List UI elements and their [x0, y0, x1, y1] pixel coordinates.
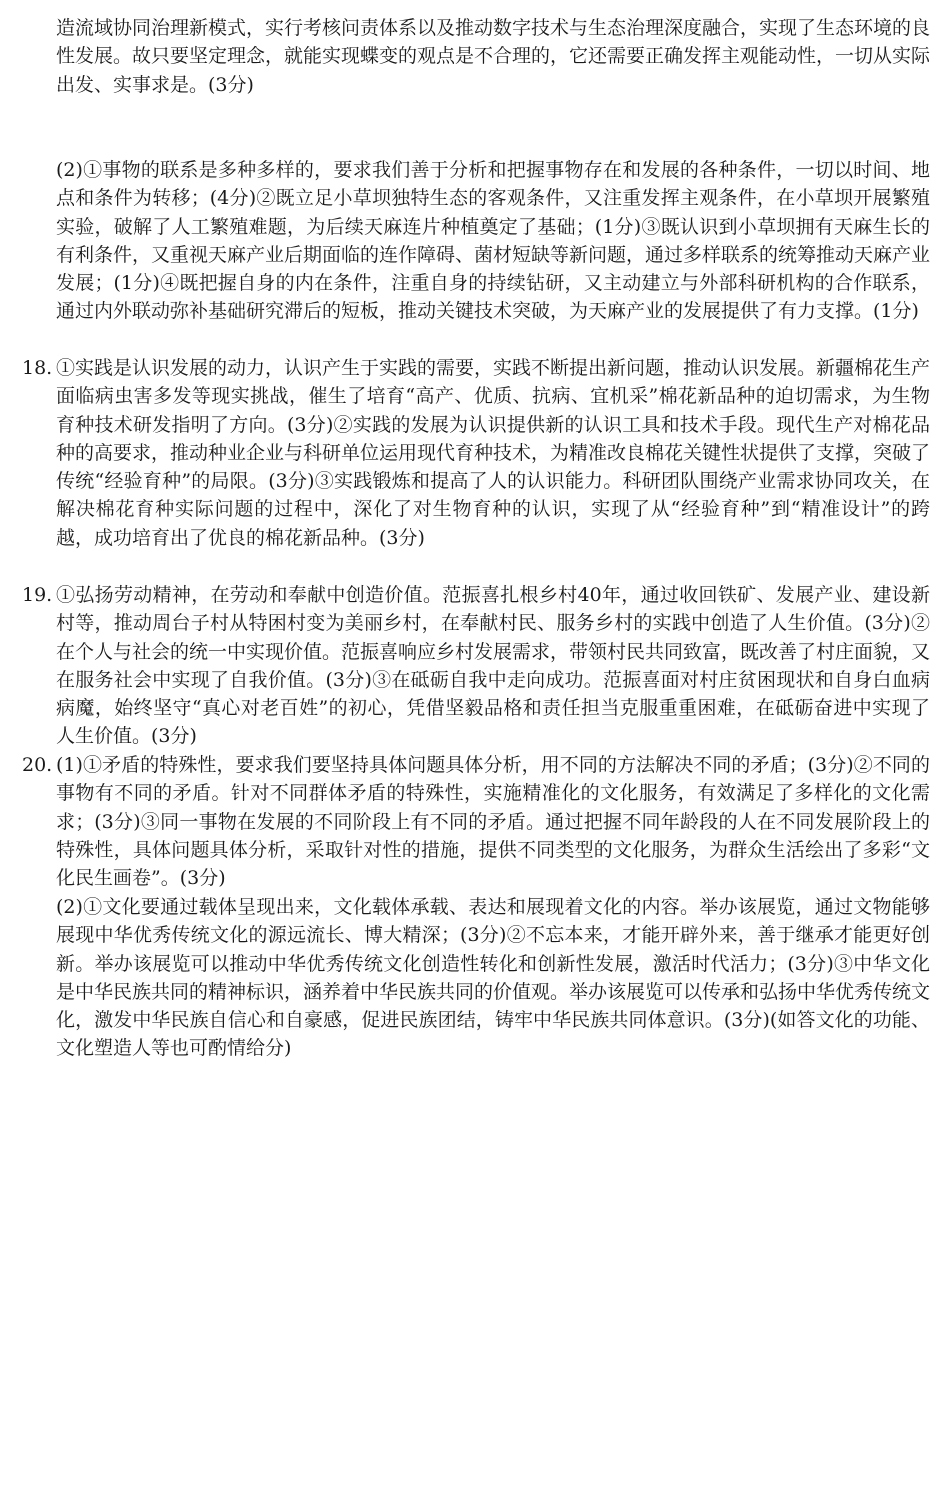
q17-part1-continuation: 造流域协同治理新模式，实行考核问责体系以及推动数字技术与生态治理深度融合，实现了生态环境的良性发展。故只要坚定理念，就能实现蝶变的观点是不合理的，它还需要正确发挥主观能动性，一切从实际出发、实事求是。(3分)	[56, 17, 931, 96]
q20-part1-answer	[22, 751, 930, 892]
q19-answer-text: ①弘扬劳动精神，在劳动和奉献中创造价值。范振喜扎根乡村40年，通过收回铁矿、发展产业、建设新村等，推动周台子村从特困村变为美丽乡村，在奉献村民、服务乡村的实践中创造了人生价值。(3分)②在个人与社会的统一中实现价值。范振喜响应乡村发展需求，带领村民共同致富，既改善了村庄面貌，又在服务社会中实现了自我价值。(3分)③在砥砺自我中走向成功。范振喜面对村庄贫困现状和自身白血病病魔，始终坚守“真心对老百姓”的初心，凭借坚毅品格和责任担当克服重重困难，在砥砺奋进中实现了人生价值。(3分)	[56, 584, 931, 748]
q20-part1-answer-text: (1)①矛盾的特殊性，要求我们要坚持具体问题具体分析，用不同的方法解决不同的矛盾；(3分)②不同的事物有不同的矛盾。针对不同群体矛盾的特殊性，实施精准化的文化服务，有效满足了多样化的文化需求；(3分)③同一事物在发展的不同阶段上有不同的矛盾。通过把握不同年龄段的人在不同发展阶段上的特殊性，具体问题具体分析，采取针对性的措施，提供不同类型的文化服务，为群众生活绘出了多彩“文化民生画卷”。(3分)	[56, 754, 930, 890]
q17-part2-answer: (2)①事物的联系是多种多样的，要求我们善于分析和把握事物存在和发展的各种条件，一切以时间、地点和条件为转移；(4分)②既立足小草坝独特生态的客观条件，又注重发挥主观条件，在小草坝开展繁殖实验，破解了人工繁殖难题，为后续天麻连片种植奠定了基础；(1分)③既认识到小草坝拥有天麻生长的有利条件，又重视天麻产业后期面临的连作障碍、菌材短缺等新问题，通过多样联系的统筹推动天麻产业发展；(1分)④既把握自身的内在条件，注重自身的持续钻研，又主动建立与外部科研机构的合作联系，通过内外联动弥补基础研究滞后的短板，推动关键技术突破，为天麻产业的发展提供了有力支撑。(1分)	[56, 159, 931, 323]
question-number: 18.	[22, 357, 53, 379]
q18-answer-text: ①实践是认识发展的动力，认识产生于实践的需要，实践不断提出新问题，推动认识发展。新疆棉花生产面临病虫害多发等现实挑战，催生了培育“高产、优质、抗病、宜机采”棉花新品种的迫切需求，为生物育种技术研发指明了方向。(3分)②实践的发展为认识提供新的认识工具和技术手段。现代生产对棉花品种的高要求，推动种业企业与科研单位运用现代育种技术，为精准改良棉花关键性状提供了支撑，突破了传统“经验育种”的局限。(3分)③实践锻炼和提高了人的认识能力。科研团队围绕产业需求协同攻关，在解决棉花育种实际问题的过程中，深化了对生物育种的认识，实现了从“经验育种”到“精准设计”的跨越，成功培育出了优良的棉花新品种。(3分)	[56, 357, 931, 549]
q18-answer	[22, 354, 930, 552]
q20-part2-answer: (2)①文化要通过载体呈现出来，文化载体承载、表达和展现着文化的内容。举办该展览，通过文物能够展现中华优秀传统文化的源远流长、博大精深；(3分)②不忘本来，才能开辟外来，善于继承才能更好创新。举办该展览可以推动中华优秀传统文化创造性转化和创新性发展，激活时代活力；(3分)③中华文化是中华民族共同的精神标识，涵养着中华民族共同的价值观。举办该展览可以传承和弘扬中华优秀传统文化，激发中华民族自信心和自豪感，促进民族团结，铸牢中华民族共同体意识。(3分)(如答文化的功能、文化塑造人等也可酌情给分)	[56, 896, 931, 1060]
q19-answer	[22, 581, 930, 751]
question-number: 19.	[22, 584, 53, 606]
question-number: 20.	[22, 754, 53, 776]
